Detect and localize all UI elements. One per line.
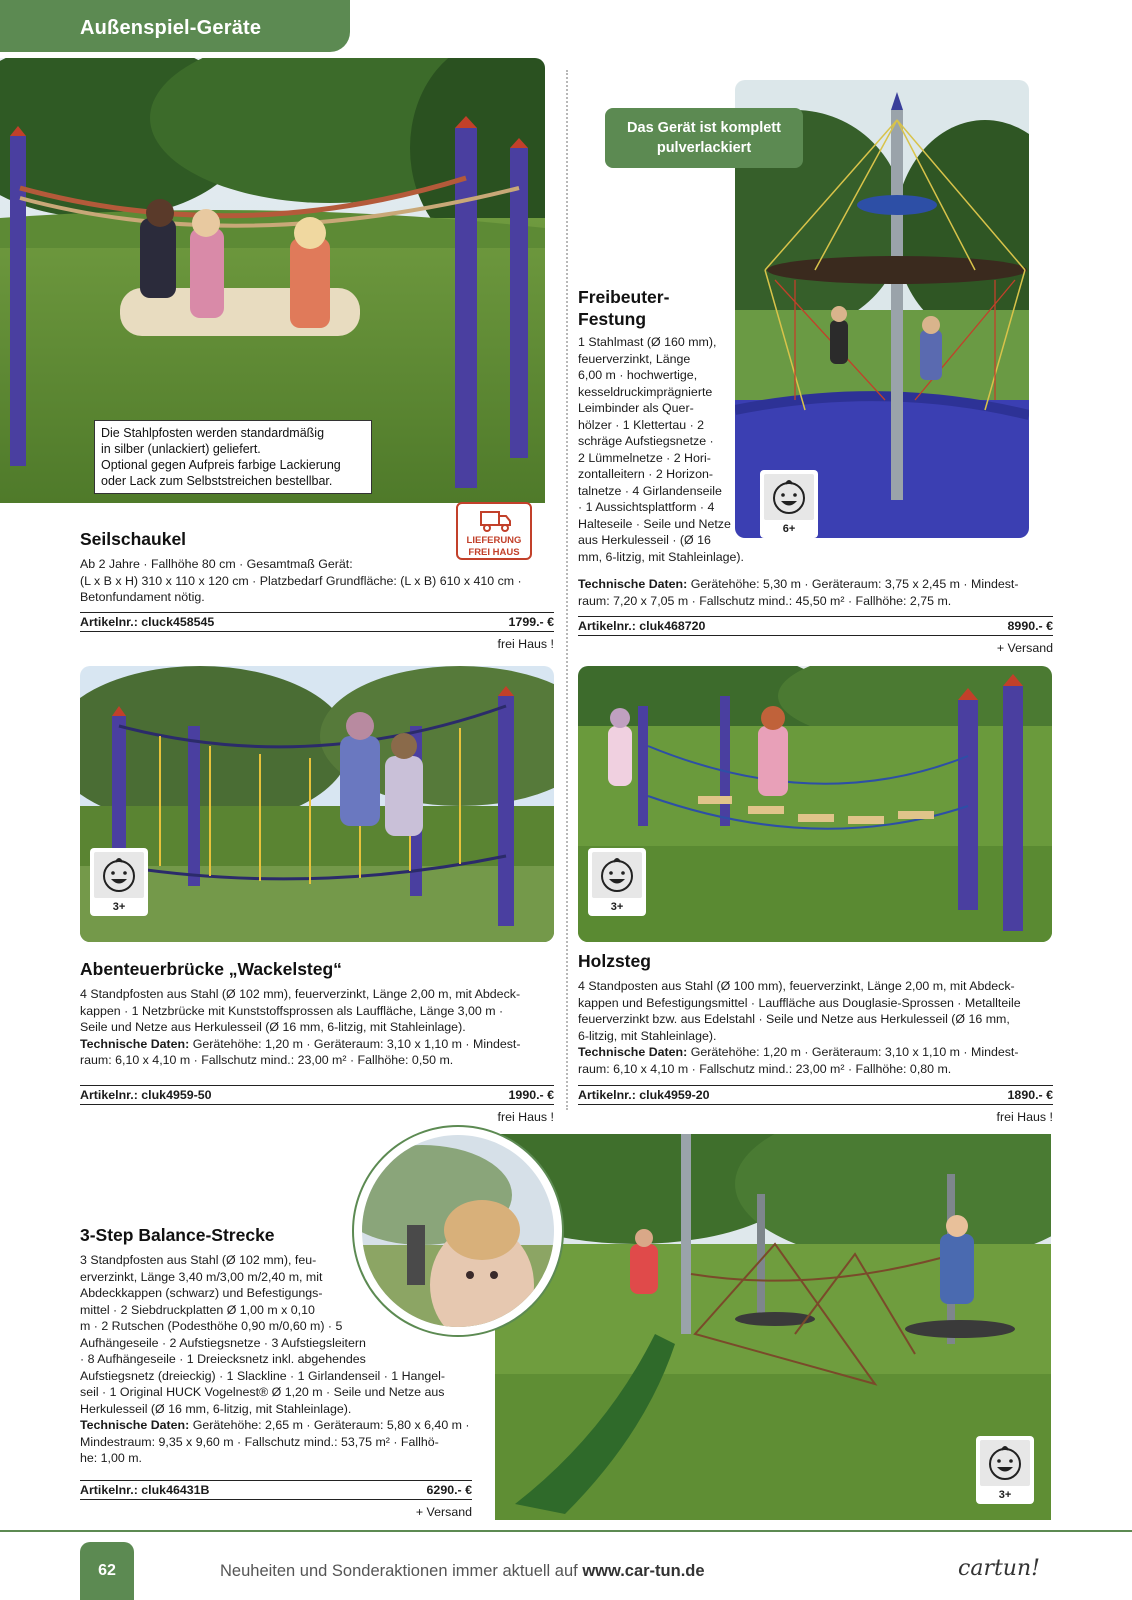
price: 8990.- € — [1007, 619, 1053, 633]
title-line: Freibeuter- — [578, 287, 670, 307]
price-row-balance — [80, 1480, 472, 1500]
age-badge — [976, 1436, 1034, 1504]
free-delivery-badge — [456, 502, 532, 560]
product-title-freibeuter — [578, 286, 669, 330]
note-line: Die Stahlpfosten werden standardmäßig — [101, 426, 325, 440]
age-label: 6+ — [782, 523, 796, 535]
desc-line: feuerverzinkt, Länge — [578, 351, 691, 366]
desc-line: 6-litzig, mit Stahleinlage). — [578, 1028, 717, 1043]
desc-line: m · 2 Rutschen (Podesthöhe 0,90 m/0,60 m) · 5 — [80, 1319, 343, 1333]
age-label: 3+ — [998, 1489, 1012, 1501]
column-divider — [566, 70, 568, 1110]
desc-line: mittel · 2 Siebdruckplatten Ø 1,00 m x 0,10 — [80, 1302, 315, 1317]
truck-icon — [480, 509, 512, 533]
desc-line: (L x B x H) 310 x 110 x 120 cm · Platzbedarf Grundfläche: (L x B) 610 x 410 cm · — [80, 573, 522, 588]
note-line: Das Gerät ist komplett — [627, 120, 781, 136]
child-face-icon — [94, 852, 144, 898]
desc-line: Betonfundament nötig. — [80, 590, 205, 604]
desc-line: hölzer · 1 Klettertau · 2 — [578, 417, 705, 432]
desc-line: Aufstiegsnetz (dreieckig) · 1 Slackline · 1 Girlandenseil · 1 Hangel- — [80, 1368, 445, 1383]
article-number: Artikelnr.: cluk4959-50 — [80, 1088, 212, 1102]
footer-text: Neuheiten und Sonderaktionen immer aktuell auf — [220, 1562, 583, 1580]
section-title: Außenspiel-Geräte — [80, 17, 262, 39]
desc-line: Halteseile · Seile und Netze — [578, 516, 731, 531]
desc-line: kappen · 1 Netzbrücke mit Kunststoffsprossen als Lauffläche, Länge 3,00 m · — [80, 1003, 504, 1018]
note-line: pulverlackiert — [656, 140, 752, 156]
desc-line: aus Herkulesseil · (Ø 16 — [578, 533, 711, 547]
age-label: 3+ — [610, 901, 624, 913]
product-title-holzsteg: Holzsteg — [578, 951, 651, 971]
desc-line: feuerverzinkt bzw. aus Edelstahl · Seile und Netze aus Herkulesseil (Ø 16 mm, — [578, 1012, 1010, 1026]
price: 1890.- € — [1007, 1088, 1053, 1102]
desc-line: talnetze · 4 Girlandenseile — [578, 483, 722, 498]
child-face-icon — [764, 474, 814, 520]
article-number: Artikelnr.: cluck458545 — [80, 615, 215, 629]
desc-line: · 1 Aussichtsplattform · 4 — [578, 500, 715, 514]
desc-line: Aufhängeseile · 2 Aufstiegsnetze · 3 Aufstiegsleitern — [80, 1335, 366, 1350]
age-label: 3+ — [112, 901, 126, 913]
footer-notice — [220, 1562, 705, 1581]
price: 1990.- € — [508, 1088, 554, 1102]
desc-line: 1 Stahlmast (Ø 160 mm), — [578, 335, 717, 349]
desc-line: 4 Standpfosten aus Stahl (Ø 102 mm), feuerverzinkt, Länge 2,00 m, mit Abdeck- — [80, 987, 521, 1001]
desc-line: 3 Standpfosten aus Stahl (Ø 102 mm), feu- — [80, 1253, 317, 1267]
badge-line: FREI HAUS — [468, 547, 520, 558]
delivery-note: frei Haus ! — [996, 1110, 1053, 1124]
product-description-wackelsteg — [80, 986, 556, 1069]
desc-line: seil · 1 Original HUCK Vogelnest® Ø 1,20 m · Seile und Netze aus — [80, 1385, 445, 1399]
title-line: Festung — [578, 309, 647, 329]
desc-line: Ab 2 Jahre · Fallhöhe 80 cm · Gesamtmaß Gerät: — [80, 557, 353, 571]
price-row-wackelsteg — [80, 1085, 554, 1105]
tech-label: Technische Daten: — [578, 577, 688, 591]
tech-line: Gerätehöhe: 1,20 m · Geräteraum: 3,10 x 1,10 m · Mindest- — [189, 1036, 521, 1051]
desc-line: Herkulesseil (Ø 16 mm, 6-litzig, mit Stahleinlage). — [80, 1401, 352, 1416]
desc-line: 4 Standposten aus Stahl (Ø 100 mm), feuerverzinkt, Länge 2,00 m, mit Abdeck- — [578, 979, 1015, 993]
note-line: in silber (unlackiert) geliefert. — [101, 442, 261, 456]
note-line: oder Lack zum Selbststreichen bestellbar. — [101, 474, 333, 488]
tech-line: Gerätehöhe: 2,65 m · Geräteraum: 5,80 x 6,40 m · — [189, 1418, 470, 1432]
price-row-seilschaukel — [80, 612, 554, 632]
desc-line: zontalleitern · 2 Horizon- — [578, 467, 713, 481]
desc-line: 6,00 m · hochwertige, — [578, 368, 698, 382]
product-title-seilschaukel: Seilschaukel — [80, 529, 187, 549]
delivery-note: + Versand — [996, 641, 1053, 655]
balance-strecke-photo — [495, 1134, 1051, 1520]
delivery-note: + Versand — [415, 1505, 472, 1519]
desc-line: Seile und Netze aus Herkulesseil (Ø 16 mm, 6-litzig, mit Stahleinlage). — [80, 1020, 466, 1034]
wackelsteg-photo — [80, 666, 554, 942]
product-description-seilschaukel — [80, 556, 550, 606]
tech-line: Gerätehöhe: 1,20 m · Geräteraum: 3,10 x 1,10 m · Mindest- — [687, 1045, 1019, 1059]
tech-line: Gerätehöhe: 5,30 m · Geräteraum: 3,75 x 2,45 m · Mindest- — [687, 577, 1019, 591]
tech-line: raum: 7,20 x 7,05 m · Fallschutz mind.: 45,50 m² · Fallhöhe: 2,75 m. — [578, 593, 952, 608]
price-row-holzsteg — [578, 1085, 1053, 1105]
child-face-icon — [592, 852, 642, 898]
powder-coated-note — [605, 108, 803, 168]
desc-line: Abdeckkappen (schwarz) und Befestigungs- — [80, 1286, 323, 1300]
tech-label: Technische Daten: — [578, 1045, 688, 1059]
note-line: Optional gegen Aufpreis farbige Lackierung — [101, 458, 341, 472]
desc-line: 2 Lümmelnetze · 2 Hori- — [578, 450, 711, 465]
desc-line: erverzinkt, Länge 3,40 m/3,00 m/2,40 m, mit — [80, 1269, 323, 1284]
tech-label: Technische Daten: — [80, 1418, 190, 1432]
cartun-logo — [948, 1546, 1060, 1590]
desc-line: schräge Aufstiegsnetze · — [578, 434, 714, 448]
page-number: 62 — [98, 1562, 116, 1579]
tech-line: he: 1,00 m. — [80, 1451, 142, 1465]
price: 1799.- € — [508, 615, 554, 629]
desc-line: kappen und Befestigungsmittel · Lauffläche aus Douglasie-Sprossen · Metallteile — [578, 995, 1021, 1010]
desc-line: mm, 6-litzig, mit Stahleinlage). — [578, 549, 744, 564]
article-number: Artikelnr.: cluk46431B — [80, 1483, 210, 1497]
tech-line: raum: 6,10 x 4,10 m · Fallschutz mind.: 23,00 m² · Fallhöhe: 0,50 m. — [80, 1053, 454, 1067]
product-description-balance — [80, 1252, 475, 1467]
article-number: Artikelnr.: cluk468720 — [578, 619, 706, 633]
product-description-holzsteg — [578, 978, 1054, 1077]
badge-line: LIEFERUNG — [466, 535, 522, 546]
tech-line: raum: 6,10 x 4,10 m · Fallschutz mind.: 23,00 m² · Fallhöhe: 0,80 m. — [578, 1061, 952, 1076]
technical-data-freibeuter — [578, 576, 1048, 609]
article-number: Artikelnr.: cluk4959-20 — [578, 1088, 710, 1102]
delivery-note: frei Haus ! — [497, 637, 554, 651]
logo-text: cartun! — [958, 1556, 1040, 1581]
footer-rule — [0, 1530, 1132, 1532]
website-link[interactable]: www.car-tun.de — [582, 1562, 705, 1580]
desc-line: kesseldruckimprägnierte — [578, 384, 713, 399]
age-badge — [588, 848, 646, 916]
delivery-note: frei Haus ! — [497, 1110, 554, 1124]
child-face-icon — [980, 1440, 1030, 1486]
holzsteg-photo — [578, 666, 1052, 942]
product-description-freibeuter — [578, 334, 753, 565]
price-row-freibeuter — [578, 616, 1053, 636]
price: 6290.- € — [426, 1483, 472, 1497]
product-title-balance: 3-Step Balance-Strecke — [80, 1225, 275, 1245]
tech-label: Technische Daten: — [80, 1036, 190, 1051]
tech-line: Mindestraum: 9,35 x 9,60 m · Fallschutz mind.: 53,75 m² · Fallhö- — [80, 1434, 439, 1449]
age-badge — [90, 848, 148, 916]
page-number-tab — [80, 1542, 134, 1600]
age-badge — [760, 470, 818, 538]
powder-coating-note — [94, 420, 372, 494]
desc-line: · 8 Aufhängeseile · 1 Dreiecksnetz inkl. abgehendes — [80, 1352, 366, 1366]
section-header-tab — [0, 0, 350, 52]
desc-line: Leimbinder als Quer- — [578, 401, 694, 415]
product-title-wackelsteg: Abenteuerbrücke „Wackelsteg“ — [80, 959, 342, 979]
